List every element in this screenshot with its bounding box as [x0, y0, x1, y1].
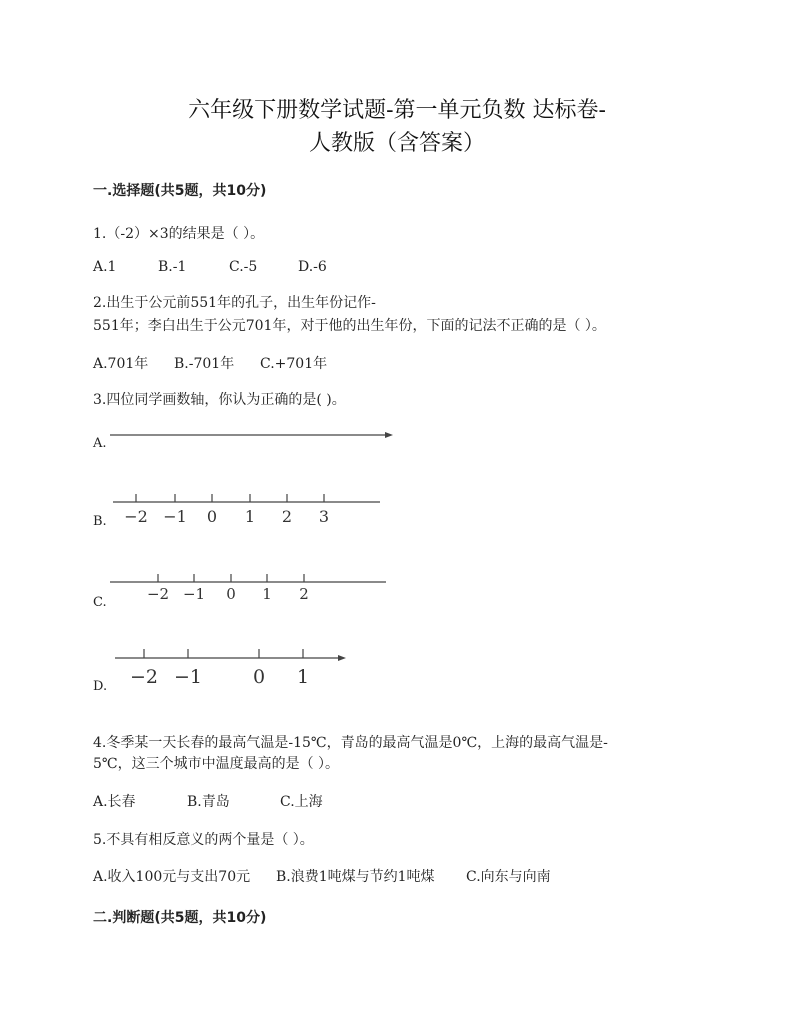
number-line-b-tick-label: −2 — [124, 507, 148, 526]
number-line-b-tick-label: 1 — [244, 507, 256, 526]
number-line-b-tick-label: 0 — [206, 507, 218, 526]
document-title-line-2: 人教版（含答案） — [308, 131, 485, 156]
number-line-c-tick-label: −2 — [146, 585, 170, 603]
number-line-b-tick-label: 3 — [318, 507, 330, 526]
number-line-d-arrowhead — [338, 655, 346, 661]
question-3-option-c-label: C. — [93, 595, 107, 610]
number-line-b-tick-label: 2 — [281, 507, 293, 526]
number-line-c-tick-label: 1 — [262, 585, 272, 603]
question-1-option-c: C.-5 — [229, 259, 258, 275]
number-line-d-tick-label: −2 — [129, 666, 159, 688]
number-line-b-tick-label: −1 — [163, 507, 187, 526]
question-2-option-a: A.701年 — [93, 356, 149, 372]
question-3-option-b-label: B. — [93, 514, 107, 529]
number-line-a — [0, 425, 794, 445]
number-line-d-tick-label: 1 — [296, 666, 310, 688]
question-5-option-a: A.收入100元与支出70元 — [93, 869, 251, 885]
document-title-line-1: 六年级下册数学试题-第一单元负数 达标卷- — [188, 98, 606, 123]
question-5-text: 5.不具有相反意义的两个量是（ ）。 — [93, 832, 314, 848]
number-line-c — [0, 570, 794, 610]
question-3-option-d-label: D. — [93, 679, 108, 694]
number-line-b — [0, 490, 794, 530]
question-3-option-a-label: A. — [93, 436, 107, 451]
number-line-d — [0, 645, 794, 690]
question-2-text-line-2: 551年；李白出生于公元701年，对于他的出生年份，下面的记法不正确的是（ ）。 — [93, 318, 606, 334]
section-heading-true-false: 二.判断题(共5题，共10分) — [93, 910, 267, 926]
number-line-c-tick-label: 2 — [299, 585, 309, 603]
number-line-d-tick-label: 0 — [252, 666, 266, 688]
question-3-text: 3.四位同学画数轴，你认为正确的是( )。 — [93, 392, 346, 408]
section-heading-multiple-choice: 一.选择题(共5题，共10分) — [93, 183, 267, 199]
question-1-option-d: D.-6 — [298, 259, 327, 275]
question-1-text: 1.（-2）×3的结果是（ ）。 — [93, 226, 265, 242]
question-4-text-line-1: 4.冬季某一天长春的最高气温是-15℃，青岛的最高气温是0℃，上海的最高气温是- — [93, 735, 608, 751]
question-4-text-line-2: 5℃，这三个城市中温度最高的是（ ）。 — [93, 756, 340, 772]
question-4-option-a: A.长春 — [93, 794, 136, 810]
question-5-option-b: B.浪费1吨煤与节约1吨煤 — [276, 869, 435, 885]
question-1-option-b: B.-1 — [158, 259, 187, 275]
number-line-c-tick-label: −1 — [182, 585, 206, 603]
number-line-a-arrowhead — [385, 432, 393, 438]
question-5-option-c: C.向东与向南 — [466, 869, 551, 885]
question-4-option-c: C.上海 — [280, 794, 323, 810]
number-line-c-tick-label: 0 — [226, 585, 236, 603]
question-2-option-b: B.-701年 — [174, 356, 235, 372]
question-2-text-line-1: 2.出生于公元前551年的孔子，出生年份记作- — [93, 295, 376, 311]
number-line-d-tick-label: −1 — [173, 666, 203, 688]
question-4-option-b: B.青岛 — [187, 794, 230, 810]
question-1-option-a: A.1 — [93, 259, 117, 275]
question-2-option-c: C.+701年 — [260, 356, 328, 372]
